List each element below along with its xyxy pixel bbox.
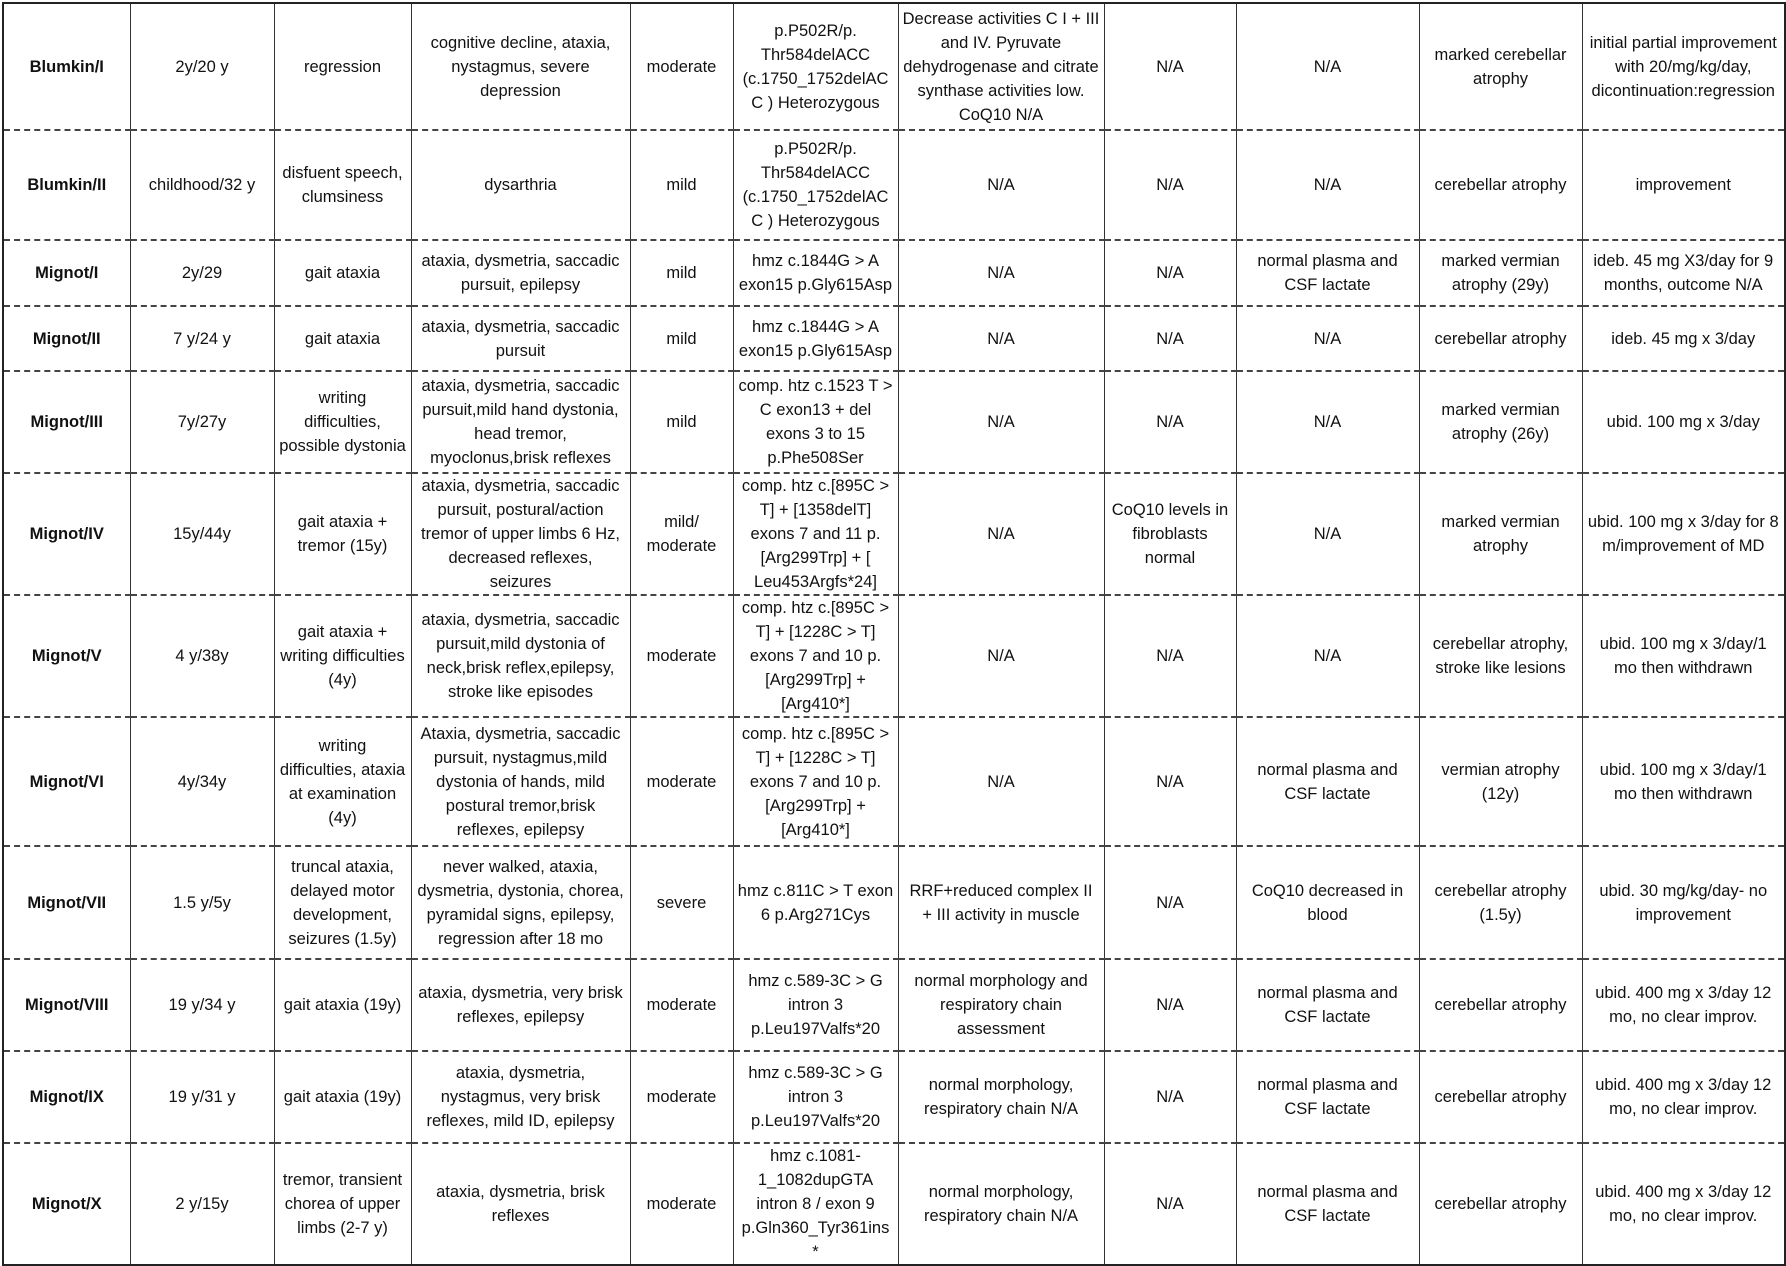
lactate-cell: normal plasma and CSF lactate <box>1236 959 1419 1051</box>
fibroblast-coq10-cell: N/A <box>1104 3 1236 130</box>
muscle-biopsy-cell: N/A <box>898 240 1104 306</box>
mri-findings-cell: cerebellar atrophy, stroke like lesions <box>1419 595 1582 717</box>
muscle-biopsy-cell: N/A <box>898 595 1104 717</box>
mri-findings-cell: marked vermian atrophy (26y) <box>1419 371 1582 473</box>
fibroblast-coq10-cell: N/A <box>1104 1051 1236 1143</box>
clinical-signs-cell: ataxia, dysmetria, saccadic pursuit, postural/action tremor of upper limbs 6 Hz, decreased reflexes, seizures <box>411 473 630 595</box>
patient-name-cell: Mignot/II <box>3 306 130 371</box>
treatment-cell: improvement <box>1582 130 1785 240</box>
muscle-biopsy-cell: N/A <box>898 306 1104 371</box>
clinical-signs-cell: ataxia, dysmetria, saccadic pursuit,mild dystonia of neck,brisk reflex,epilepsy, stroke like episodes <box>411 595 630 717</box>
table-row <box>3 959 1785 1051</box>
treatment-cell: ubid. 100 mg x 3/day <box>1582 371 1785 473</box>
genetic-variant-cell: hmz c.1844G > A exon15 p.Gly615Asp <box>733 306 898 371</box>
first-symptom-cell: gait ataxia (19y) <box>274 1051 411 1143</box>
onset-age-cell: childhood/32 y <box>130 130 274 240</box>
fibroblast-coq10-cell: N/A <box>1104 595 1236 717</box>
lactate-cell: N/A <box>1236 3 1419 130</box>
genetic-variant-cell: p.P502R/p. Thr584delACC (c.1750_1752delACC ) Heterozygous <box>733 130 898 240</box>
onset-age-cell: 4y/34y <box>130 717 274 846</box>
first-symptom-cell: gait ataxia + tremor (15y) <box>274 473 411 595</box>
first-symptom-cell: gait ataxia + writing difficulties (4y) <box>274 595 411 717</box>
first-symptom-cell: tremor, transient chorea of upper limbs (2-7 y) <box>274 1143 411 1265</box>
fibroblast-coq10-cell: N/A <box>1104 240 1236 306</box>
first-symptom-cell: writing difficulties, ataxia at examination (4y) <box>274 717 411 846</box>
first-symptom-cell: gait ataxia (19y) <box>274 959 411 1051</box>
genetic-variant-cell: hmz c.1081-1_1082dupGTA intron 8 / exon 9 p.Gln360_Tyr361ins * <box>733 1143 898 1265</box>
onset-age-cell: 7y/27y <box>130 371 274 473</box>
genetic-variant-cell: hmz c.1844G > A exon15 p.Gly615Asp <box>733 240 898 306</box>
clinical-signs-cell: ataxia, dysmetria, very brisk reflexes, epilepsy <box>411 959 630 1051</box>
severity-cell: moderate <box>630 717 733 846</box>
clinical-signs-cell: ataxia, dysmetria, saccadic pursuit,mild hand dystonia, head tremor, myoclonus,brisk reflexes <box>411 371 630 473</box>
lactate-cell: N/A <box>1236 306 1419 371</box>
table-row <box>3 3 1785 130</box>
muscle-biopsy-cell: N/A <box>898 473 1104 595</box>
patient-name-cell: Blumkin/I <box>3 3 130 130</box>
table-row <box>3 306 1785 371</box>
treatment-cell: ideb. 45 mg X3/day for 9 months, outcome N/A <box>1582 240 1785 306</box>
treatment-cell: ubid. 100 mg x 3/day for 8 m/improvement of MD <box>1582 473 1785 595</box>
treatment-cell: ubid. 400 mg x 3/day 12 mo, no clear improv. <box>1582 1051 1785 1143</box>
mri-findings-cell: vermian atrophy (12y) <box>1419 717 1582 846</box>
severity-cell: moderate <box>630 1143 733 1265</box>
patient-name-cell: Mignot/I <box>3 240 130 306</box>
genetic-variant-cell: hmz c.589-3C > G intron 3 p.Leu197Valfs*20 <box>733 1051 898 1143</box>
clinical-signs-cell: Ataxia, dysmetria, saccadic pursuit, nystagmus,mild dystonia of hands, mild postural tremor,brisk reflexes, epilepsy <box>411 717 630 846</box>
lactate-cell: CoQ10 decreased in blood <box>1236 846 1419 959</box>
table-row <box>3 595 1785 717</box>
genetic-variant-cell: comp. htz c.1523 T > C exon13 + del exons 3 to 15 p.Phe508Ser <box>733 371 898 473</box>
clinical-signs-cell: ataxia, dysmetria, saccadic pursuit <box>411 306 630 371</box>
muscle-biopsy-cell: RRF+reduced complex II + III activity in muscle <box>898 846 1104 959</box>
patient-name-cell: Mignot/IX <box>3 1051 130 1143</box>
lactate-cell: normal plasma and CSF lactate <box>1236 240 1419 306</box>
table-row <box>3 473 1785 595</box>
fibroblast-coq10-cell: N/A <box>1104 846 1236 959</box>
clinical-signs-cell: dysarthria <box>411 130 630 240</box>
table-row <box>3 1143 1785 1265</box>
severity-cell: mild <box>630 240 733 306</box>
fibroblast-coq10-cell: N/A <box>1104 959 1236 1051</box>
first-symptom-cell: disfuent speech, clumsiness <box>274 130 411 240</box>
severity-cell: severe <box>630 846 733 959</box>
severity-cell: mild <box>630 371 733 473</box>
mri-findings-cell: cerebellar atrophy <box>1419 1051 1582 1143</box>
patient-table <box>2 2 1786 1266</box>
severity-cell: moderate <box>630 3 733 130</box>
patient-name-cell: Mignot/IV <box>3 473 130 595</box>
mri-findings-cell: cerebellar atrophy <box>1419 306 1582 371</box>
lactate-cell: N/A <box>1236 371 1419 473</box>
genetic-variant-cell: comp. htz c.[895C > T] + [1228C > T] exons 7 and 10 p.[Arg299Trp] + [Arg410*] <box>733 595 898 717</box>
onset-age-cell: 19 y/34 y <box>130 959 274 1051</box>
fibroblast-coq10-cell: N/A <box>1104 371 1236 473</box>
onset-age-cell: 2 y/15y <box>130 1143 274 1265</box>
table-row <box>3 717 1785 846</box>
mri-findings-cell: cerebellar atrophy <box>1419 130 1582 240</box>
onset-age-cell: 15y/44y <box>130 473 274 595</box>
muscle-biopsy-cell: normal morphology, respiratory chain N/A <box>898 1143 1104 1265</box>
first-symptom-cell: writing difficulties, possible dystonia <box>274 371 411 473</box>
mri-findings-cell: cerebellar atrophy <box>1419 1143 1582 1265</box>
muscle-biopsy-cell: normal morphology, respiratory chain N/A <box>898 1051 1104 1143</box>
patient-name-cell: Mignot/V <box>3 595 130 717</box>
table-row <box>3 846 1785 959</box>
mri-findings-cell: marked cerebellar atrophy <box>1419 3 1582 130</box>
fibroblast-coq10-cell: N/A <box>1104 130 1236 240</box>
lactate-cell: N/A <box>1236 130 1419 240</box>
fibroblast-coq10-cell: N/A <box>1104 306 1236 371</box>
clinical-signs-cell: ataxia, dysmetria, nystagmus, very brisk reflexes, mild ID, epilepsy <box>411 1051 630 1143</box>
muscle-biopsy-cell: N/A <box>898 717 1104 846</box>
genetic-variant-cell: hmz c.811C > T exon 6 p.Arg271Cys <box>733 846 898 959</box>
fibroblast-coq10-cell: CoQ10 levels in fibroblasts normal <box>1104 473 1236 595</box>
severity-cell: moderate <box>630 595 733 717</box>
lactate-cell: normal plasma and CSF lactate <box>1236 717 1419 846</box>
table-row <box>3 371 1785 473</box>
clinical-signs-cell: cognitive decline, ataxia, nystagmus, severe depression <box>411 3 630 130</box>
genetic-variant-cell: hmz c.589-3C > G intron 3 p.Leu197Valfs*20 <box>733 959 898 1051</box>
onset-age-cell: 7 y/24 y <box>130 306 274 371</box>
severity-cell: moderate <box>630 959 733 1051</box>
clinical-signs-cell: ataxia, dysmetria, saccadic pursuit, epilepsy <box>411 240 630 306</box>
patient-table-container <box>2 2 1784 1266</box>
mri-findings-cell: cerebellar atrophy <box>1419 959 1582 1051</box>
mri-findings-cell: marked vermian atrophy (29y) <box>1419 240 1582 306</box>
patient-name-cell: Mignot/III <box>3 371 130 473</box>
severity-cell: moderate <box>630 1051 733 1143</box>
treatment-cell: ubid. 400 mg x 3/day 12 mo, no clear improv. <box>1582 1143 1785 1265</box>
fibroblast-coq10-cell: N/A <box>1104 1143 1236 1265</box>
onset-age-cell: 4 y/38y <box>130 595 274 717</box>
table-row <box>3 130 1785 240</box>
mri-findings-cell: cerebellar atrophy (1.5y) <box>1419 846 1582 959</box>
treatment-cell: ubid. 100 mg x 3/day/1 mo then withdrawn <box>1582 717 1785 846</box>
onset-age-cell: 1.5 y/5y <box>130 846 274 959</box>
lactate-cell: N/A <box>1236 473 1419 595</box>
muscle-biopsy-cell: Decrease activities C I + III and IV. Pyruvate dehydrogenase and citrate synthase activities low. CoQ10 N/A <box>898 3 1104 130</box>
table-row <box>3 240 1785 306</box>
onset-age-cell: 2y/20 y <box>130 3 274 130</box>
treatment-cell: initial partial improvement with 20/mg/kg/day, dicontinuation:regression <box>1582 3 1785 130</box>
genetic-variant-cell: comp. htz c.[895C > T] + [1358delT] exons 7 and 11 p.[Arg299Trp] + [ Leu453Argfs*24] <box>733 473 898 595</box>
genetic-variant-cell: p.P502R/p. Thr584delACC (c.1750_1752delACC ) Heterozygous <box>733 3 898 130</box>
patient-name-cell: Blumkin/II <box>3 130 130 240</box>
patient-name-cell: Mignot/VIII <box>3 959 130 1051</box>
muscle-biopsy-cell: N/A <box>898 130 1104 240</box>
genetic-variant-cell: comp. htz c.[895C > T] + [1228C > T] exons 7 and 10 p.[Arg299Trp] + [Arg410*] <box>733 717 898 846</box>
lactate-cell: normal plasma and CSF lactate <box>1236 1051 1419 1143</box>
treatment-cell: ubid. 30 mg/kg/day- no improvement <box>1582 846 1785 959</box>
muscle-biopsy-cell: N/A <box>898 371 1104 473</box>
first-symptom-cell: gait ataxia <box>274 240 411 306</box>
severity-cell: mild <box>630 130 733 240</box>
patient-name-cell: Mignot/VI <box>3 717 130 846</box>
onset-age-cell: 19 y/31 y <box>130 1051 274 1143</box>
clinical-signs-cell: ataxia, dysmetria, brisk reflexes <box>411 1143 630 1265</box>
muscle-biopsy-cell: normal morphology and respiratory chain assessment <box>898 959 1104 1051</box>
first-symptom-cell: gait ataxia <box>274 306 411 371</box>
treatment-cell: ubid. 400 mg x 3/day 12 mo, no clear improv. <box>1582 959 1785 1051</box>
severity-cell: mild <box>630 306 733 371</box>
onset-age-cell: 2y/29 <box>130 240 274 306</box>
fibroblast-coq10-cell: N/A <box>1104 717 1236 846</box>
table-body <box>3 3 1785 1265</box>
treatment-cell: ubid. 100 mg x 3/day/1 mo then withdrawn <box>1582 595 1785 717</box>
severity-cell: mild/ moderate <box>630 473 733 595</box>
lactate-cell: N/A <box>1236 595 1419 717</box>
lactate-cell: normal plasma and CSF lactate <box>1236 1143 1419 1265</box>
patient-name-cell: Mignot/X <box>3 1143 130 1265</box>
mri-findings-cell: marked vermian atrophy <box>1419 473 1582 595</box>
table-row <box>3 1051 1785 1143</box>
clinical-signs-cell: never walked, ataxia, dysmetria, dystonia, chorea, pyramidal signs, epilepsy, regression after 18 mo <box>411 846 630 959</box>
first-symptom-cell: regression <box>274 3 411 130</box>
patient-name-cell: Mignot/VII <box>3 846 130 959</box>
treatment-cell: ideb. 45 mg x 3/day <box>1582 306 1785 371</box>
first-symptom-cell: truncal ataxia, delayed motor development, seizures (1.5y) <box>274 846 411 959</box>
